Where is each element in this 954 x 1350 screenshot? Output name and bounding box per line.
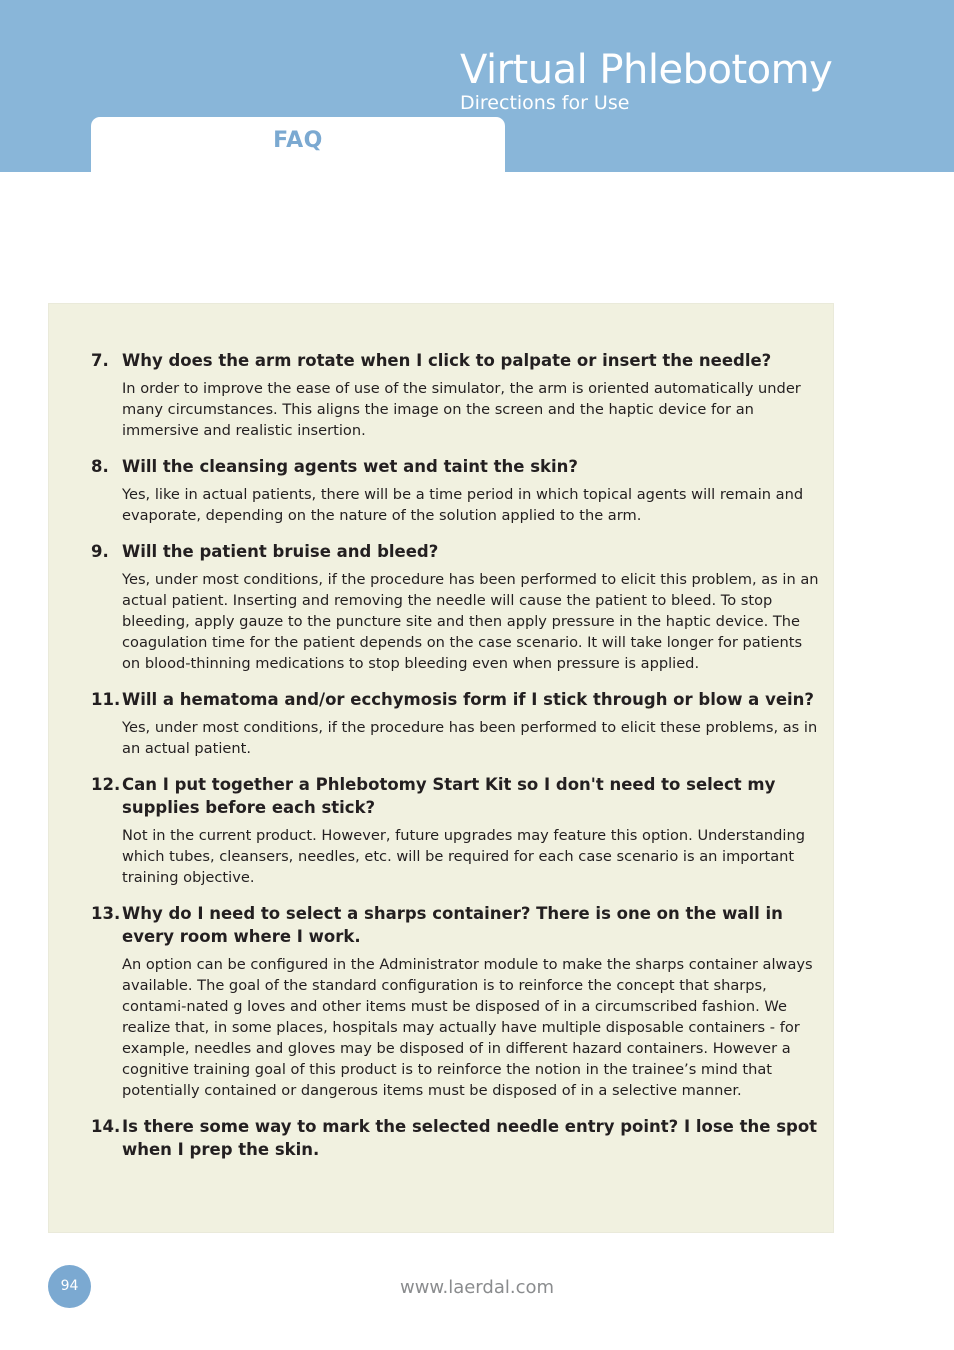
- faq-number: 14.: [91, 1117, 121, 1136]
- faq-question-text: Will the patient bruise and bleed?: [122, 542, 439, 561]
- faq-item: [48, 773, 834, 888]
- faq-number: 8.: [91, 457, 109, 476]
- faq-question: [48, 540, 834, 563]
- faq-answer: Yes, under most conditions, if the procedure has been performed to elicit this problem, as in an actual patient. Inserting and removing the needle will cause the patient to bleed. To stop bleeding, apply gauze to the puncture site and then apply pressure in the haptic device. The coagulation time for the patient depends on the case scenario. It will take longer for patients on blood-thinning medications to stop bleeding even when pressure is applied.: [122, 571, 819, 672]
- faq-item: [48, 688, 834, 759]
- faq-question-text: Will a hematoma and/or ecchymosis form if I stick through or blow a vein?: [122, 690, 814, 709]
- faq-question: [48, 773, 834, 819]
- faq-item: [48, 349, 834, 441]
- faq-number: 7.: [91, 351, 109, 370]
- faq-question: [48, 455, 834, 478]
- faq-question-text: Why do I need to select a sharps container? There is one on the wall in every room where I work.: [122, 904, 783, 946]
- faq-question: [48, 902, 834, 948]
- faq-number: 13.: [91, 904, 121, 923]
- faq-question-text: Will the cleansing agents wet and taint the skin?: [122, 457, 578, 476]
- faq-number: 9.: [91, 542, 109, 561]
- faq-answer: In order to improve the ease of use of the simulator, the arm is oriented automatically under many circumstances. This aligns the image on the screen and the haptic device for an immersive and realistic insertion.: [122, 380, 801, 439]
- faq-number: 11.: [91, 690, 121, 709]
- section-tab-label: FAQ: [273, 128, 323, 153]
- faq-list: [48, 349, 834, 1175]
- document-subtitle: Directions for Use: [460, 92, 630, 114]
- faq-question: [48, 349, 834, 372]
- faq-question: [48, 1115, 834, 1161]
- faq-question-text: Why does the arm rotate when I click to palpate or insert the needle?: [122, 351, 772, 370]
- footer-url: www.laerdal.com: [399, 1277, 555, 1298]
- faq-item: [48, 455, 834, 526]
- faq-item: [48, 902, 834, 1101]
- page-number-badge: 94: [48, 1265, 91, 1308]
- document-title: Virtual Phlebotomy: [460, 47, 833, 93]
- faq-panel: [48, 303, 834, 1233]
- faq-answer: An option can be configured in the Administrator module to make the sharps container always available. The goal of the standard configuration is to reinforce the concept that sharps, contami-nated g loves and other items must be disposed of in a circumscribed fashion. We realize that, in some places, hospitals may actually have multiple disposable containers - for example, needles and gloves may be disposed of in different hazard containers. However a cognitive training goal of this product is to reinforce the notion in the trainee’s mind that potentially contained or dangerous items must be disposed of in a selective manner.: [122, 956, 813, 1099]
- faq-question-text: Is there some way to mark the selected needle entry point? I lose the spot when I prep the skin.: [122, 1117, 818, 1159]
- faq-answer: Not in the current product. However, future upgrades may feature this option. Understanding which tubes, cleansers, needles, etc. will be required for each case scenario is an important training objective.: [122, 827, 805, 886]
- faq-item: [48, 540, 834, 674]
- faq-answer: Yes, under most conditions, if the procedure has been performed to elicit these problems, as in an actual patient.: [122, 719, 818, 757]
- section-tab: [91, 117, 505, 172]
- faq-number: 12.: [91, 775, 121, 794]
- faq-question: [48, 688, 834, 711]
- faq-item: [48, 1115, 834, 1161]
- faq-answer: Yes, like in actual patients, there will be a time period in which topical agents will remain and evaporate, depending on the nature of the solution applied to the arm.: [122, 486, 804, 524]
- header-banner: [0, 0, 954, 172]
- faq-question-text: Can I put together a Phlebotomy Start Kit so I don't need to select my supplies before each stick?: [122, 775, 776, 817]
